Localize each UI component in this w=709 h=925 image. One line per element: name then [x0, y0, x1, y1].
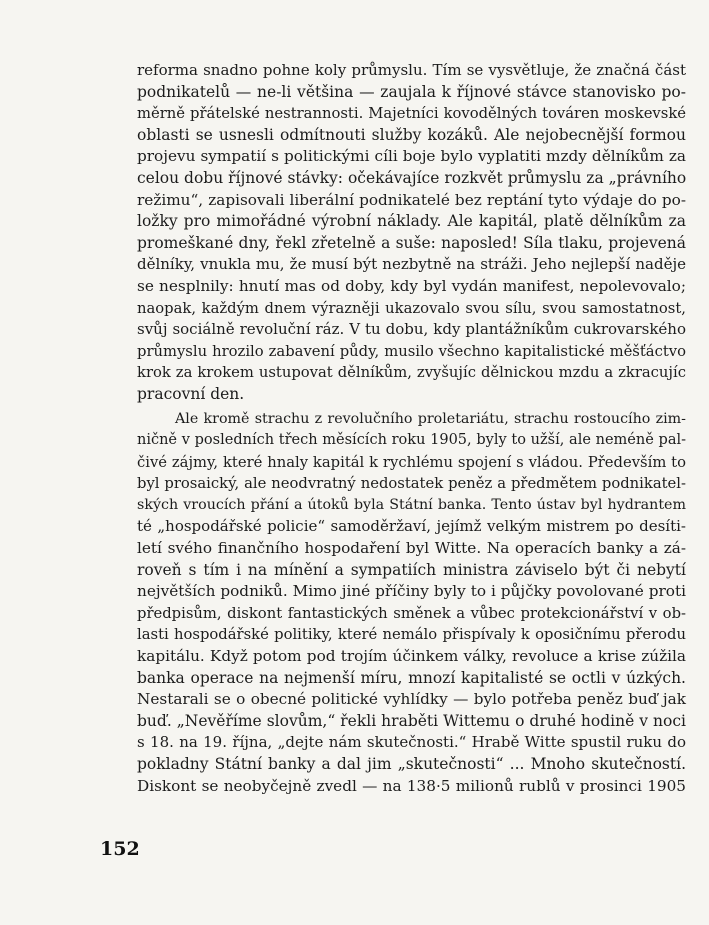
text-line: letí svého finančního hospodaření byl Witte. Na operacích banky a zá-: [137, 539, 686, 558]
text-line: Ale kromě strachu z revolučního proletariátu, strachu rostoucího zim-: [175, 410, 686, 427]
text-line: byl prosaický, ale neodvratný nedostatek peněz a předmětem podnikatel-: [137, 475, 686, 493]
text-line: se nesplnily: hnutí mas od doby, kdy byl vydán manifest, nepolevovalo;: [137, 276, 686, 295]
paragraph-1: [137, 60, 686, 406]
text-line: krok za krokem ustupovat dělníkům, zvyšujíc dělnickou mzdu a zkracujíc: [137, 364, 686, 382]
text-line: podnikatelů — ne-li většina — zaujala k říjnové stávce stanovisko po-: [137, 82, 686, 101]
text-line: banka operace na nejmenší míru, mnozí kapitalisté se octli v úzkých.: [137, 668, 686, 687]
text-line: Diskont se neobyčejně zvedl — na 138·5 milionů rublů v prosinci 1905: [137, 776, 686, 795]
text-line: předpisům, diskont fantastických směnek a vůbec protekcionářství v ob-: [137, 604, 686, 622]
text-line: roveň s tím i na mínění a sympatiích ministra záviselo být či nebytí: [137, 560, 686, 579]
text-line: reforma snadno pohne koly průmyslu. Tím se vysvětluje, že značná část: [137, 61, 686, 79]
text-line: Nestarali se o obecné politické vyhlídky — bylo potřeba peněz buď jak: [137, 690, 686, 709]
text-line: té „hospodářské policie“ samoděržaví, jejímž velkým mistrem po desíti-: [137, 517, 686, 536]
paragraph-2: [137, 409, 686, 798]
text-line: pokladny Státní banky a dal jim „skutečnosti“ ... Mnoho skutečností.: [137, 755, 686, 773]
text-line: pracovní den.: [137, 384, 245, 403]
body-text: [137, 60, 686, 797]
text-line: oblasti se usnesli odmítnouti služby kozáků. Ale nejobecnější formou: [137, 125, 686, 144]
text-line: ských vroucích přání a útoků byla Státní banka. Tento ústav byl hydrantem: [137, 496, 686, 513]
page-number: 152: [100, 838, 140, 860]
text-line: s 18. na 19. října, „dejte nám skutečnosti.“ Hrabě Witte spustil ruku do: [137, 733, 686, 752]
text-line: kapitálu. Když potom pod trojím účinkem války, revoluce a krise zúžila: [137, 647, 686, 666]
text-line: projevu sympatií s politickými cíli boje bylo vyplatiti mzdy dělníkům za: [137, 147, 686, 166]
text-line: největších podniků. Mimo jiné příčiny byly to i půjčky povolované proti: [137, 582, 686, 601]
text-line: dělníky, vnukla mu, že musí být nezbytně na stráži. Jeho nejlepší naděje: [137, 255, 686, 274]
text-line: ničně v posledních třech měsících roku 1905, byly to užší, ale neméně pal-: [137, 432, 686, 449]
text-line: čivé zájmy, které hnaly kapitál k rychlému spojení s vládou. Především to: [137, 453, 686, 471]
text-line: režimu“, zapisovali liberální podnikatelé bez reptání tyto výdaje do po-: [137, 190, 686, 209]
text-line: svůj sociálně revoluční ráz. V tu dobu, kdy plantážníkům cukrovarského: [137, 320, 686, 339]
text-line: lasti hospodářské politiky, které nemálo přispívaly k oposičnímu přerodu: [137, 626, 686, 644]
text-line: buď. „Nevěříme slovům,“ řekli hraběti Wittemu o druhé hodině v noci: [137, 711, 686, 730]
text-line: celou dobu říjnové stávky: očekávajíce rozkvět průmyslu za „právního: [137, 168, 687, 187]
text-line: promeškané dny, řekl zřetelně a suše: naposled! Síla tlaku, projevená: [137, 233, 686, 252]
text-line: měrně přátelské nestrannosti. Majetníci kovodělných továren moskevské: [137, 105, 686, 123]
text-line: ložky pro mimořádné výrobní náklady. Ale kapitál, platě dělníkům za: [137, 212, 686, 231]
text-line: průmyslu hrozilo zabavení půdy, musilo všechno kapitalistické měšťáctvo: [137, 342, 686, 360]
text-line: naopak, každým dnem výrazněji ukazovalo svou sílu, svou samostatnost,: [137, 299, 686, 317]
